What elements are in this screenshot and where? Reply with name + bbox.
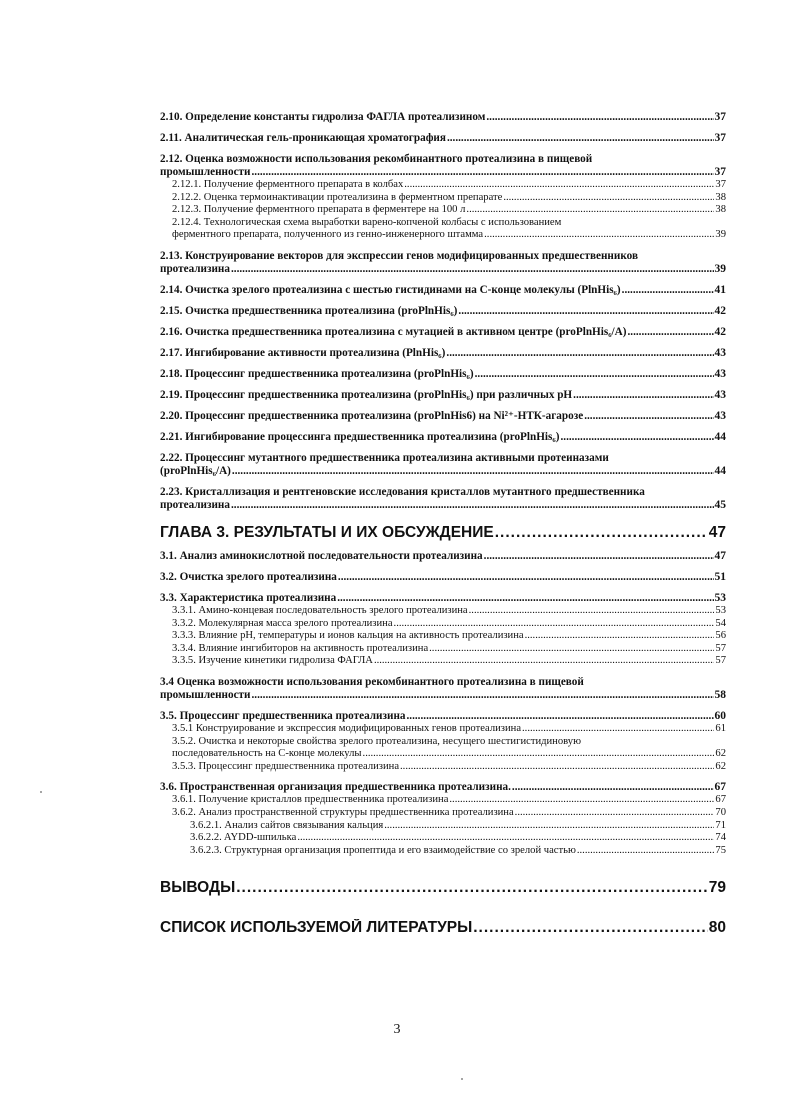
toc-section-entry (160, 410, 726, 423)
toc-section-entry (160, 132, 726, 145)
dot-leader (251, 689, 713, 702)
toc-page-number: 37 (714, 111, 726, 123)
toc-chapter-entry (160, 879, 726, 897)
dot-leader (449, 794, 714, 807)
toc-entry-title: 2.12.4. Технологическая схема выработки варено-копченой колбасы с использованием (172, 216, 562, 228)
toc-page-number: 38 (715, 191, 726, 203)
dot-leader (473, 919, 708, 937)
toc-entry-title: 2.19. Процессинг предшественника протеализина (proPlnHis₆) при различных pH (160, 388, 573, 401)
toc-page-number: 71 (715, 819, 726, 831)
dot-leader (486, 111, 713, 124)
dot-leader (458, 305, 713, 318)
toc-section-entry (160, 153, 726, 179)
dot-leader (297, 832, 714, 845)
toc-page-number: 60 (714, 709, 726, 722)
dot-leader (447, 132, 714, 145)
dot-leader (231, 499, 714, 512)
dot-leader (337, 592, 713, 605)
dot-leader (515, 807, 715, 820)
toc-page-number: 70 (715, 806, 726, 818)
dot-leader (577, 845, 715, 858)
toc-entry-title: 3.3.1. Амино-концевая последовательность зрелого протеализина (172, 604, 468, 616)
toc-chapter-entry (160, 524, 726, 542)
toc-entry-title: 2.17. Ингибирование активности протеализина (PlnHis₆) (160, 346, 446, 359)
toc-entry-title: 2.14. Очистка зрелого протеализина с шестью гистидинами на С-конце молекулы (PlnHis₆) (160, 283, 621, 296)
toc-entry-title: 2.18. Процессинг предшественника протеализина (proPlnHis₆) (160, 367, 474, 380)
toc-entry-title: ГЛАВА 3. РЕЗУЛЬТАТЫ И ИХ ОБСУЖДЕНИЕ (160, 523, 494, 541)
toc-section-entry (160, 431, 726, 444)
toc-section-entry (160, 284, 726, 297)
toc-entry-title: 3.5.1 Конструирование и экспрессия модифицированных генов протеализина (172, 722, 522, 734)
toc-page-number: 57 (715, 655, 726, 667)
toc-entry-title: 3.6.2.3. Структурная организация пропептида и его взаимодействие со зрелой частью (190, 844, 576, 856)
dot-leader (512, 781, 714, 794)
toc-page-number: 67 (715, 794, 726, 806)
toc-subsection-entry (160, 204, 726, 217)
toc-entry-title: 3.3.4. Влияние ингибиторов на активность протеализина (172, 642, 429, 654)
toc-section-entry (160, 347, 726, 360)
dot-leader (251, 166, 713, 179)
toc-entry-title: 3.3.2. Молекулярная масса зрелого протеализина (172, 617, 393, 629)
toc-entry-title-continuation: последовательность на С-конце молекулы (172, 748, 362, 760)
toc-page-number: 37 (714, 132, 726, 144)
dot-leader (363, 748, 715, 761)
toc-section-entry (160, 486, 726, 512)
toc-entry-title: 3.5.3. Процессинг предшественника протеализина (172, 760, 400, 772)
toc-page-number: 53 (715, 604, 726, 616)
dot-leader (338, 571, 714, 584)
toc-page-number: 43 (714, 388, 726, 401)
toc-subsection-entry (160, 794, 726, 807)
toc-section-entry (160, 111, 726, 124)
toc-section-entry (160, 710, 726, 723)
table-of-contents (160, 103, 726, 941)
toc-entry-title: ВЫВОДЫ (160, 879, 236, 897)
toc-page-number: 44 (714, 430, 726, 443)
toc-entry-title: 2.21. Ингибирование процессинга предшественника протеализина (proPlnHis₆) (160, 430, 560, 443)
toc-page-number: 62 (715, 748, 726, 760)
toc-page-number: 53 (714, 591, 726, 604)
toc-page-number: 54 (715, 617, 726, 629)
toc-chapter-entry (160, 919, 726, 937)
dot-leader (584, 410, 713, 423)
toc-entry-title: 3.3. Характеристика протеализина (160, 591, 337, 604)
toc-entry-title: 2.10. Определение константы гидролиза ФАГЛА протеализином (160, 111, 486, 123)
dot-leader (622, 284, 714, 297)
dot-leader (466, 204, 714, 217)
dot-leader (484, 550, 714, 563)
toc-page-number: 39 (715, 229, 726, 241)
dot-leader (406, 710, 713, 723)
scan-speck (40, 791, 42, 793)
toc-subsection-entry (160, 192, 726, 205)
toc-entry-title: 3.6.2. Анализ пространственной структуры предшественника протеализина (172, 806, 514, 818)
toc-section-entry (160, 305, 726, 318)
dot-leader (503, 192, 714, 205)
dot-leader (394, 618, 715, 631)
dot-leader (236, 879, 708, 897)
toc-page-number: 38 (715, 204, 726, 216)
toc-subsection-entry (160, 723, 726, 736)
toc-section-entry (160, 250, 726, 276)
toc-entry-title-continuation: промышленности (160, 166, 251, 178)
page-number: 3 (393, 1022, 401, 1037)
toc-page-number: 37 (714, 166, 726, 178)
toc-entry-title: 3.2. Очистка зрелого протеализина (160, 570, 337, 583)
toc-page-number: 43 (714, 409, 726, 422)
toc-entry-title: 2.20. Процессинг предшественника протеализина (proPlnHis6) на Ni²⁺-НТК-агарозе (160, 409, 584, 422)
toc-page-number: 45 (714, 498, 726, 511)
toc-page-number: 51 (714, 570, 726, 583)
toc-subsection-entry (160, 820, 726, 833)
toc-page-number: 67 (714, 781, 726, 794)
toc-page-number: 80 (708, 919, 726, 937)
toc-entry-title: 3.5.2. Очистка и некоторые свойства зрелого протеализина, несущего шестигистидиновую (172, 735, 581, 747)
toc-section-entry (160, 592, 726, 605)
toc-section-entry (160, 781, 726, 794)
toc-entry-title-continuation: протеализина (160, 262, 230, 275)
toc-entry-title: 2.11. Аналитическая гель-проникающая хроматография (160, 132, 446, 144)
dot-leader (429, 643, 714, 656)
dot-leader (484, 229, 714, 242)
dot-leader (446, 347, 713, 360)
toc-entry-title: 2.12. Оценка возможности использования рекомбинантного протеализина в пищевой (160, 153, 593, 165)
toc-subsection-entry (160, 845, 726, 858)
toc-page-number: 75 (715, 844, 726, 856)
toc-section-entry (160, 571, 726, 584)
dot-leader (374, 655, 714, 668)
toc-page-number: 39 (714, 262, 726, 275)
toc-page-number: 74 (715, 832, 726, 844)
toc-entry-title-continuation: протеализина (160, 498, 230, 511)
dot-leader (469, 605, 715, 618)
dot-leader (627, 326, 713, 339)
toc-page-number: 79 (708, 879, 726, 897)
toc-subsection-entry (160, 179, 726, 192)
toc-entry-title: 2.12.1. Получение ферментного препарата в колбах (172, 179, 404, 190)
toc-entry-title: 2.22. Процессинг мутантного предшественника протеализина активными протеиназами (160, 451, 609, 464)
toc-section-entry (160, 368, 726, 381)
toc-subsection-entry (160, 761, 726, 774)
toc-page-number: 47 (714, 549, 726, 562)
dot-leader (525, 630, 715, 643)
toc-subsection-entry (160, 655, 726, 668)
toc-section-entry (160, 389, 726, 402)
scan-speck (461, 1078, 463, 1080)
toc-entry-title: 2.15. Очистка предшественника протеализина (proPlnHis₆) (160, 304, 458, 317)
toc-page-number: 56 (715, 630, 726, 642)
toc-entry-title: 3.1. Анализ аминокислотной последовательности протеализина (160, 549, 483, 562)
toc-page-number: 42 (714, 304, 726, 317)
toc-page-number: 37 (715, 179, 726, 190)
dot-leader (232, 465, 714, 478)
toc-entry-title: СПИСОК ИСПОЛЬЗУЕМОЙ ЛИТЕРАТУРЫ (160, 919, 473, 937)
toc-page-number: 57 (715, 642, 726, 654)
toc-entry-title: 3.6. Пространственная организация предшественника протеализина. (160, 781, 511, 794)
dot-leader (560, 431, 713, 444)
toc-entry-title: 2.23. Кристаллизация и рентгеновские исследования кристаллов мутантного предшественника (160, 485, 645, 498)
toc-entry-title: 3.4 Оценка возможности использования рекомбинантного протеализина в пищевой (160, 675, 584, 688)
toc-subsection-entry (160, 643, 726, 656)
toc-entry-title: 3.6.2.1. Анализ сайтов связывания кальция (190, 819, 384, 831)
toc-page-number: 41 (714, 283, 726, 296)
toc-entry-title-continuation: ферментного препарата, полученного из генно-инженерного штамма (172, 229, 484, 241)
toc-entry-title-continuation: промышленности (160, 688, 251, 701)
toc-entry-title: 3.6.2.2. AYDD-шпилька (190, 832, 297, 844)
toc-entry-title-continuation: (proPlnHis₆/A) (160, 464, 231, 477)
toc-entry-title: 2.12.2. Оценка термоинактивации протеализина в ферментном препарате (172, 191, 503, 203)
dot-leader (475, 368, 714, 381)
toc-subsection-entry (160, 605, 726, 618)
toc-entry-title: 3.5. Процессинг предшественника протеализина (160, 709, 406, 722)
toc-entry-title: 2.13. Конструирование векторов для экспрессии генов модифицированных предшественников (160, 249, 638, 262)
toc-entry-title: 2.12.3. Получение ферментного препарата в ферментере на 100 л (172, 204, 466, 216)
toc-page-number: 44 (714, 464, 726, 477)
toc-subsection-entry (160, 832, 726, 845)
dot-leader (522, 723, 714, 736)
toc-page-number: 43 (714, 346, 726, 359)
dot-leader (404, 179, 714, 192)
toc-entry-title: 2.16. Очистка предшественника протеализина с мутацией в активном центре (proPlnHis₆/A) (160, 325, 627, 338)
toc-page-number: 42 (714, 325, 726, 338)
dot-leader (384, 820, 714, 833)
toc-subsection-entry (160, 217, 726, 242)
dot-leader (231, 263, 714, 276)
toc-page-number: 62 (715, 760, 726, 772)
toc-subsection-entry (160, 807, 726, 820)
toc-subsection-entry (160, 618, 726, 631)
toc-section-entry (160, 676, 726, 702)
toc-page-number: 58 (714, 688, 726, 701)
toc-section-entry (160, 326, 726, 339)
toc-entry-title: 3.6.1. Получение кристаллов предшественника протеализина (172, 794, 449, 806)
toc-page-number: 43 (714, 367, 726, 380)
toc-page-number: 47 (708, 523, 726, 541)
toc-entry-title: 3.3.3. Влияние pH, температуры и ионов кальция на активность протеализина (172, 630, 524, 642)
dot-leader (573, 389, 713, 402)
toc-section-entry (160, 550, 726, 563)
toc-subsection-entry (160, 630, 726, 643)
toc-subsection-entry (160, 736, 726, 761)
dot-leader (400, 761, 714, 774)
toc-entry-title: 3.3.5. Изучение кинетики гидролиза ФАГЛА (172, 655, 373, 667)
toc-page-number: 61 (715, 722, 726, 734)
toc-section-entry (160, 452, 726, 478)
dot-leader (495, 524, 708, 542)
